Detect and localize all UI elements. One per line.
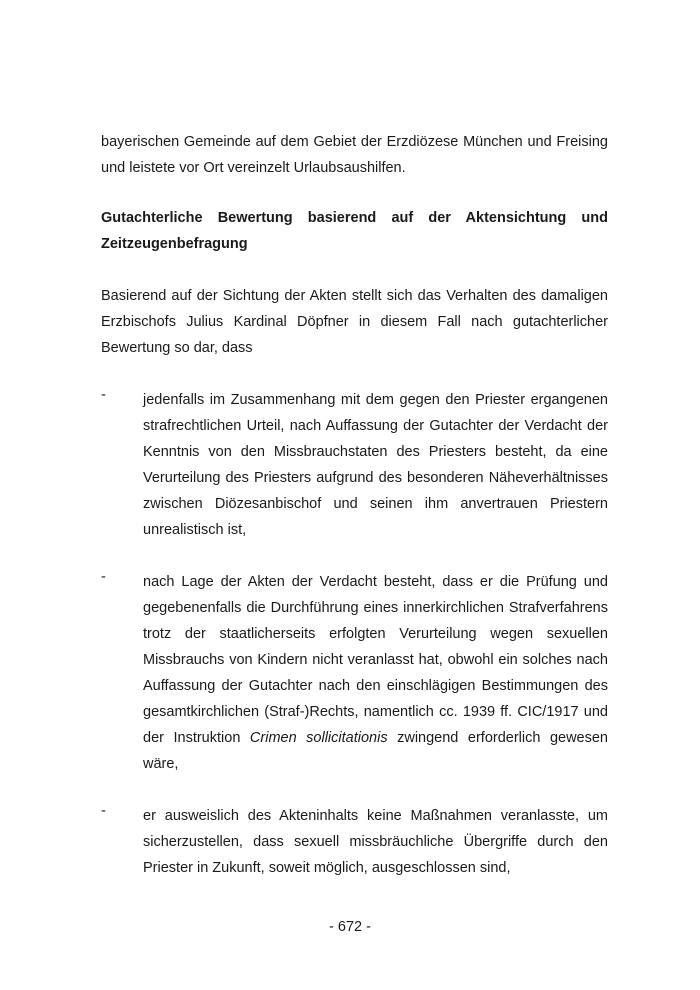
italic-term: Crimen sollicitationis — [249, 730, 388, 746]
list-item-text-part: zwingend erforderlich gewesen wäre, — [143, 730, 608, 772]
list-item — [101, 569, 608, 777]
list-item-text-part: nach Lage der Akten der Verdacht besteht, dass er die Prüfung und gegebenenfalls die Durchführung eines innerkirchlichen Strafverfahrens trotz der staatlicherseits erfolgten Verurteilung wegen sexuellen Missbrauchs von Kindern nicht veranlasst hat, obwohl ein solches nach Auffassung der Gutachter nach den einschlägigen Bestimmungen des gesamtkirchlichen (Straf-)Rechts, namentlich cc. 1939 ff. CIC/1917 und der Instruktion — [143, 574, 608, 746]
list-item — [101, 387, 608, 543]
list-item-text: er ausweislich des Akteninhalts keine Maßnahmen veranlasste, um sicherzustellen, dass sexuell missbräuchliche Übergriffe durch den Priester in Zukunft, soweit möglich, ausgeschlossen sind, — [143, 808, 608, 876]
list-item — [101, 803, 608, 881]
list-bullet: - — [101, 803, 106, 819]
section-heading: Gutachterliche Bewertung basierend auf der Aktensichtung und Zeitzeugenbefragung — [101, 210, 608, 252]
lead-paragraph: Basierend auf der Sichtung der Akten stellt sich das Verhalten des damaligen Erzbischofs Julius Kardinal Döpfner in diesem Fall nach gutachterlicher Bewertung so dar, dass — [101, 288, 608, 356]
intro-paragraph: bayerischen Gemeinde auf dem Gebiet der Erzdiözese München und Freising und leistete vor Ort vereinzelt Urlaubsaushilfen. — [101, 134, 608, 176]
list-bullet: - — [101, 387, 106, 403]
list-item-text: jedenfalls im Zusammenhang mit dem gegen den Priester ergangenen strafrechtlichen Urteil, nach Auffassung der Gutachter der Verdacht der Kenntnis von den Missbrauchstaten des Priesters besteht, da eine Verurteilung des Priesters aufgrund des besonderen Näheverhältnisses zwischen Diözesanbischof und seinen ihm anvertrauen Priestern unrealistisch ist, — [143, 392, 608, 538]
list-item-text — [143, 569, 608, 777]
document-page — [101, 129, 608, 881]
list-bullet: - — [101, 569, 106, 585]
page-number: - 672 - — [329, 919, 371, 935]
